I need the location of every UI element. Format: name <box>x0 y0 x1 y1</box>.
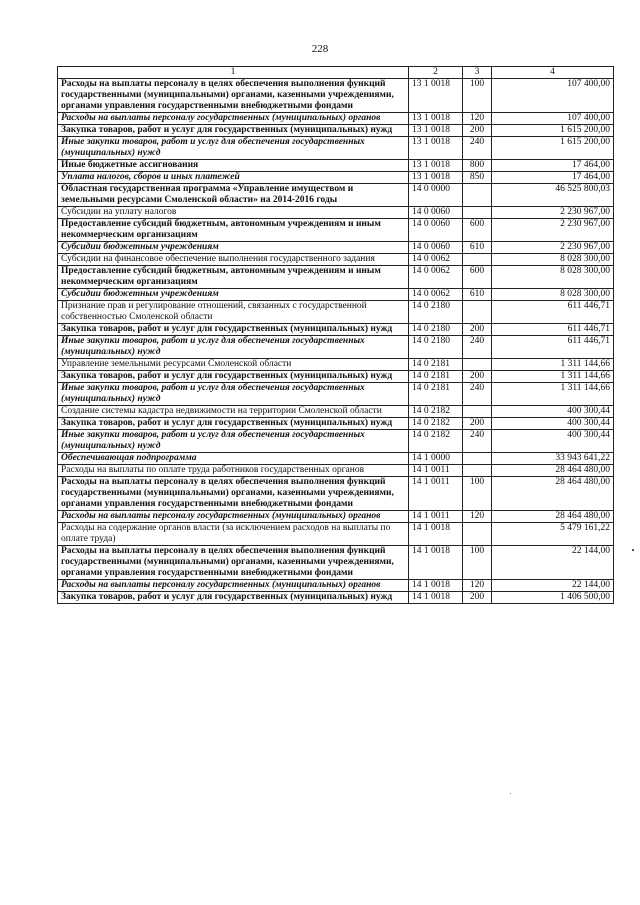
cell-type <box>463 523 492 546</box>
cell-name: Предоставление субсидий бюджетным, автономным учреждениям и иным некоммерческим организациям <box>58 219 409 242</box>
cell-type: 200 <box>463 592 492 604</box>
table-row <box>58 254 614 266</box>
cell-code: 14 0 2182 <box>409 430 463 453</box>
cell-name: Иные закупки товаров, работ и услуг для обеспечения государственных (муниципальных) нужд <box>58 336 409 359</box>
cell-code: 14 1 0011 <box>409 465 463 477</box>
cell-amount: 1 406 500,00 <box>492 592 614 604</box>
cell-name: Расходы на выплаты персоналу государственных (муниципальных) органов <box>58 113 409 125</box>
table-row <box>58 207 614 219</box>
cell-amount: 1 311 144,66 <box>492 383 614 406</box>
cell-name: Областная государственная программа «Управление имуществом и земельными ресурсами Смоленской области» на 2014-2016 годы <box>58 184 409 207</box>
cell-code: 14 0 2180 <box>409 336 463 359</box>
cell-type: 120 <box>463 580 492 592</box>
table-row <box>58 242 614 254</box>
cell-type <box>463 465 492 477</box>
cell-code: 14 1 0018 <box>409 546 463 580</box>
cell-type <box>463 359 492 371</box>
cell-name: Управление земельными ресурсами Смоленской области <box>58 359 409 371</box>
cell-amount: 400 300,44 <box>492 430 614 453</box>
table-row <box>58 336 614 359</box>
cell-type: 240 <box>463 383 492 406</box>
cell-code: 14 0 2181 <box>409 359 463 371</box>
cell-code: 13 1 0018 <box>409 172 463 184</box>
cell-amount: 17 464,00 <box>492 160 614 172</box>
cell-code: 14 0 0062 <box>409 254 463 266</box>
table-row <box>58 266 614 289</box>
table-row <box>58 406 614 418</box>
table-row <box>58 477 614 511</box>
cell-amount: 5 479 161,22 <box>492 523 614 546</box>
table-row <box>58 125 614 137</box>
cell-name: Закупка товаров, работ и услуг для государственных (муниципальных) нужд <box>58 371 409 383</box>
cell-type: 200 <box>463 418 492 430</box>
page-number: 228 <box>311 43 329 55</box>
table-row <box>58 418 614 430</box>
cell-type: 120 <box>463 511 492 523</box>
table-row <box>58 371 614 383</box>
cell-name: Закупка товаров, работ и услуг для государственных (муниципальных) нужд <box>58 324 409 336</box>
cell-amount: 611 446,71 <box>492 336 614 359</box>
cell-name: Иные закупки товаров, работ и услуг для обеспечения государственных (муниципальных) нужд <box>58 383 409 406</box>
table-row <box>58 172 614 184</box>
cell-name: Обеспечивающая подпрограмма <box>58 453 409 465</box>
cell-amount: 611 446,71 <box>492 324 614 336</box>
cell-type <box>463 301 492 324</box>
header-col-name: 1 <box>58 67 409 79</box>
cell-code: 14 0 2180 <box>409 301 463 324</box>
cell-type <box>463 184 492 207</box>
table-row <box>58 289 614 301</box>
cell-amount: 2 230 967,00 <box>492 207 614 219</box>
cell-name: Закупка товаров, работ и услуг для государственных (муниципальных) нужд <box>58 125 409 137</box>
cell-amount: 28 464 480,00 <box>492 511 614 523</box>
table-row <box>58 511 614 523</box>
cell-type: 120 <box>463 113 492 125</box>
cell-amount: 8 028 300,00 <box>492 254 614 266</box>
cell-type: 610 <box>463 289 492 301</box>
cell-name: Расходы на выплаты персоналу государственных (муниципальных) органов <box>58 511 409 523</box>
header-col-code: 2 <box>409 67 463 79</box>
cell-name: Закупка товаров, работ и услуг для государственных (муниципальных) нужд <box>58 592 409 604</box>
cell-name: Субсидии бюджетным учреждениям <box>58 289 409 301</box>
cell-amount: 17 464,00 <box>492 172 614 184</box>
cell-type <box>463 453 492 465</box>
table-row <box>58 430 614 453</box>
cell-name: Уплата налогов, сборов и иных платежей <box>58 172 409 184</box>
cell-name: Создание системы кадастра недвижимости на территории Смоленской области <box>58 406 409 418</box>
cell-code: 14 0 0000 <box>409 184 463 207</box>
cell-amount: 1 615 200,00 <box>492 125 614 137</box>
cell-code: 13 1 0018 <box>409 79 463 113</box>
cell-code: 14 0 0062 <box>409 266 463 289</box>
header-row <box>58 67 614 79</box>
cell-amount: 107 400,00 <box>492 79 614 113</box>
cell-code: 14 0 2181 <box>409 371 463 383</box>
table-row <box>58 359 614 371</box>
budget-table <box>57 66 614 604</box>
cell-type: 200 <box>463 371 492 383</box>
cell-type: 200 <box>463 125 492 137</box>
cell-amount: 22 144,00 <box>492 546 614 580</box>
cell-name: Субсидии на финансовое обеспечение выполнения государственного задания <box>58 254 409 266</box>
table-row <box>58 113 614 125</box>
cell-code: 14 0 2182 <box>409 418 463 430</box>
table-row <box>58 79 614 113</box>
cell-amount: 107 400,00 <box>492 113 614 125</box>
cell-type <box>463 406 492 418</box>
cell-type: 100 <box>463 477 492 511</box>
cell-amount: 46 525 800,03 <box>492 184 614 207</box>
cell-type <box>463 254 492 266</box>
cell-amount: 8 028 300,00 <box>492 289 614 301</box>
cell-name: Иные закупки товаров, работ и услуг для обеспечения государственных (муниципальных) нужд <box>58 430 409 453</box>
cell-code: 14 1 0011 <box>409 511 463 523</box>
cell-amount: 2 230 967,00 <box>492 242 614 254</box>
cell-code: 14 1 0018 <box>409 523 463 546</box>
cell-code: 14 1 0000 <box>409 453 463 465</box>
cell-type: 200 <box>463 324 492 336</box>
cell-amount: 28 464 480,00 <box>492 465 614 477</box>
cell-type: 240 <box>463 430 492 453</box>
cell-name: Иные бюджетные ассигнования <box>58 160 409 172</box>
cell-code: 13 1 0018 <box>409 125 463 137</box>
cell-amount: 611 446,71 <box>492 301 614 324</box>
cell-name: Расходы на содержание органов власти (за исключением расходов на выплаты по оплате труда) <box>58 523 409 546</box>
cell-name: Расходы на выплаты персоналу в целях обеспечения выполнения функций государственными (муниципальными) органами, казенными учреждениями, органами управления государственными внебюджетными фондами <box>58 477 409 511</box>
cell-amount: 28 464 480,00 <box>492 477 614 511</box>
cell-type: 600 <box>463 266 492 289</box>
table-row <box>58 219 614 242</box>
cell-name: Субсидии бюджетным учреждениям <box>58 242 409 254</box>
cell-code: 14 0 0062 <box>409 289 463 301</box>
cell-name: Расходы на выплаты персоналу в целях обеспечения выполнения функций государственными (муниципальными) органами, казенными учреждениями, органами управления государственными внебюджетными фондами <box>58 546 409 580</box>
cell-type <box>463 207 492 219</box>
table-row <box>58 184 614 207</box>
cell-type: 610 <box>463 242 492 254</box>
cell-type: 100 <box>463 79 492 113</box>
cell-type: 240 <box>463 336 492 359</box>
cell-type: 800 <box>463 160 492 172</box>
table-row <box>58 465 614 477</box>
table-row <box>58 324 614 336</box>
cell-type: 600 <box>463 219 492 242</box>
cell-code: 13 1 0018 <box>409 160 463 172</box>
cell-amount: 33 943 641,22 <box>492 453 614 465</box>
cell-amount: 22 144,00 <box>492 580 614 592</box>
cell-amount: 1 311 144,66 <box>492 371 614 383</box>
cell-name: Иные закупки товаров, работ и услуг для обеспечения государственных (муниципальных) нужд <box>58 137 409 160</box>
cell-code: 14 0 0060 <box>409 207 463 219</box>
table-row <box>58 592 614 604</box>
table-row <box>58 580 614 592</box>
table-row <box>58 301 614 324</box>
table-row <box>58 546 614 580</box>
cell-name: Признание прав и регулирование отношений, связанных с государственной собственностью Смоленской области <box>58 301 409 324</box>
cell-amount: 8 028 300,00 <box>492 266 614 289</box>
cell-code: 14 1 0018 <box>409 580 463 592</box>
cell-amount: 2 230 967,00 <box>492 219 614 242</box>
cell-type: 100 <box>463 546 492 580</box>
header-col-type: 3 <box>463 67 492 79</box>
cell-code: 14 1 0018 <box>409 592 463 604</box>
cell-code: 14 0 0060 <box>409 219 463 242</box>
table-row <box>58 160 614 172</box>
table-row <box>58 383 614 406</box>
cell-amount: 400 300,44 <box>492 418 614 430</box>
cell-code: 14 1 0011 <box>409 477 463 511</box>
cell-code: 14 0 2182 <box>409 406 463 418</box>
header-col-amount: 4 <box>492 67 614 79</box>
cell-code: 14 0 2181 <box>409 383 463 406</box>
cell-name: Расходы на выплаты персоналу государственных (муниципальных) органов <box>58 580 409 592</box>
cell-name: Расходы на выплаты по оплате труда работников государственных органов <box>58 465 409 477</box>
table-row <box>58 137 614 160</box>
cell-code: 13 1 0018 <box>409 113 463 125</box>
cell-type: 240 <box>463 137 492 160</box>
cell-name: Субсидии на уплату налогов <box>58 207 409 219</box>
cell-name: Расходы на выплаты персоналу в целях обеспечения выполнения функций государственными (муниципальными) органами, казенными учреждениями, органами управления государственными внебюджетными фондами <box>58 79 409 113</box>
scan-artifact <box>632 549 634 551</box>
table-row <box>58 523 614 546</box>
cell-name: Закупка товаров, работ и услуг для государственных (муниципальных) нужд <box>58 418 409 430</box>
cell-name: Предоставление субсидий бюджетным, автономным учреждениям и иным некоммерческим организациям <box>58 266 409 289</box>
table-row <box>58 453 614 465</box>
cell-code: 14 0 2180 <box>409 324 463 336</box>
cell-amount: 1 311 144,66 <box>492 359 614 371</box>
table-body <box>58 79 614 604</box>
cell-code: 13 1 0018 <box>409 137 463 160</box>
cell-code: 14 0 0060 <box>409 242 463 254</box>
scan-artifact <box>510 793 511 794</box>
cell-amount: 400 300,44 <box>492 406 614 418</box>
cell-type: 850 <box>463 172 492 184</box>
cell-amount: 1 615 200,00 <box>492 137 614 160</box>
